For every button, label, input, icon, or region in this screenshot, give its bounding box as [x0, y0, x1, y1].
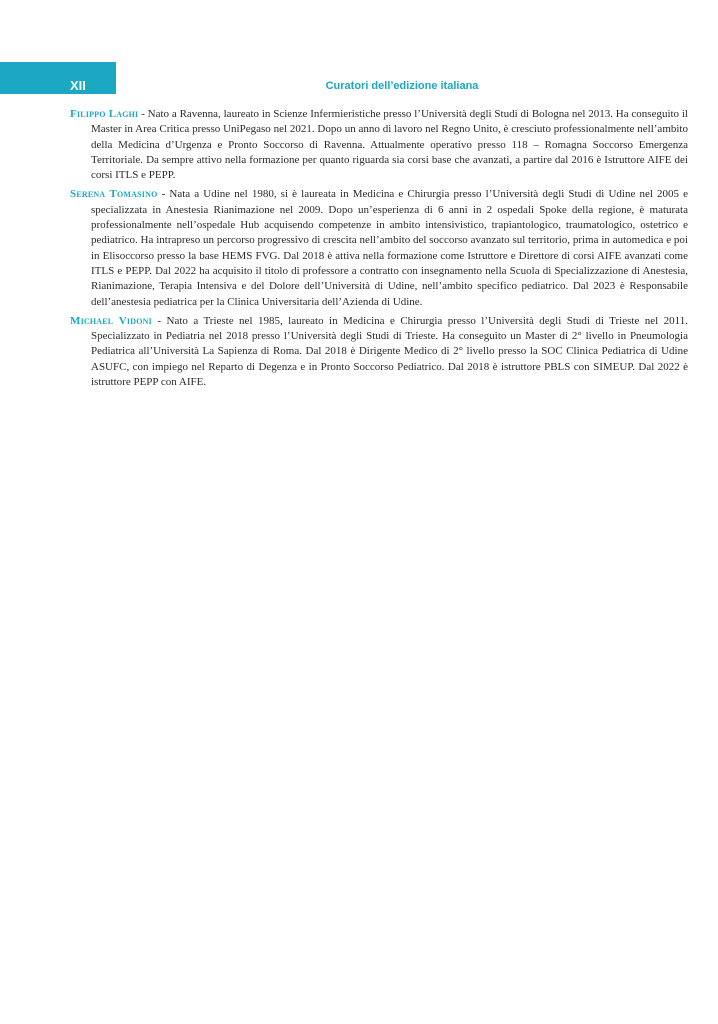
bio-paragraph [70, 314, 688, 390]
page-number-tab [0, 62, 116, 94]
bio-name: Filippo Laghi [70, 108, 139, 120]
running-header-title: Curatori dell’edizione italiana [325, 80, 479, 92]
bio-block [70, 314, 688, 390]
bio-text: - Nato a Trieste nel 1985, laureato in Medicina e Chirurgia presso l’Università degli Studi di Trieste nel 2011. Specializzato in Pediatria nel 2018 presso l’Università degli Studi di Trieste. Ha conseguito un Master di 2° livello in Pneumologia Pediatrica all’Università La Sapienza di Roma. Dal 2018 è Dirigente Medico di 2° livello presso la SOC Clinica Pediatrica di Udine ASUFC, con impiego nel Reparto di Degenza e in Pronto Soccorso Pediatrico. Dal 2018 è istruttore PBLS con SIMEUP. Dal 2022 è istruttore PEPP con AIFE. [91, 314, 689, 389]
bio-block [70, 187, 688, 309]
bio-text: - Nato a Ravenna, laureato in Scienze Infermieristiche presso l’Università degli Studi di Bologna nel 2013. Ha conseguito il Master in Area Critica presso UniPegaso nel 2021. Dopo un anno di lavoro nel Regno Unito, è cresciuto professionalmente nell’ambito della Medicina d’Urgenza e Pronto Soccorso di Ravenna. Attualmente operativo presso 118 – Romagna Soccorso Emergenza Territoriale. Da sempre attivo nella formazione per quanto riguarda sia corsi base che avanzati, a partire dal 2016 è Istruttore AIFE dei corsi ITLS e PEPP. [91, 108, 688, 182]
bio-block [70, 107, 688, 183]
bio-paragraph [70, 107, 688, 183]
page-number: XII [70, 78, 86, 93]
bios-section [70, 107, 688, 394]
bio-paragraph [70, 187, 688, 309]
bio-name: Serena Tomasino [70, 188, 158, 201]
bio-name: Michael Vidoni [70, 314, 152, 327]
bio-text: - Nata a Udine nel 1980, si è laureata in Medicina e Chirurgia presso l’Università degli Studi di Udine nel 2005 e specializzata in Anestesia Rianimazione nel 2009. Dopo un’esperienza di 6 anni in 2 ospedali Spoke della regione, è maturata professionalmente nell’ospedale Hub acquisendo competenze in ambito intensivistico, trapiantologico, traumatologico, ostetrico e pediatrico. Ha intrapreso un percorso progressivo di crescita nell’ambito del soccorso avanzato sul territorio, prima in automedica e poi in Elisoccorso presso la base HEMS FVG. Dal 2018 è attiva nella formazione come Istruttore e Direttore di corsi AIFE avanzati come ITLS e PEPP. Dal 2022 ha acquisito il titolo di professore a contratto con insegnamento nella Scuola di Specializzazione di Anestesia, Rianimazione, Terapia Intensiva e del Dolore dell’Università di Udine, nell’ambito specifico pediatrico. Dal 2023 è Responsabile dell’anestesia pediatrica per la Clinica Universitaria dell’Azienda di Udine. [91, 188, 688, 308]
